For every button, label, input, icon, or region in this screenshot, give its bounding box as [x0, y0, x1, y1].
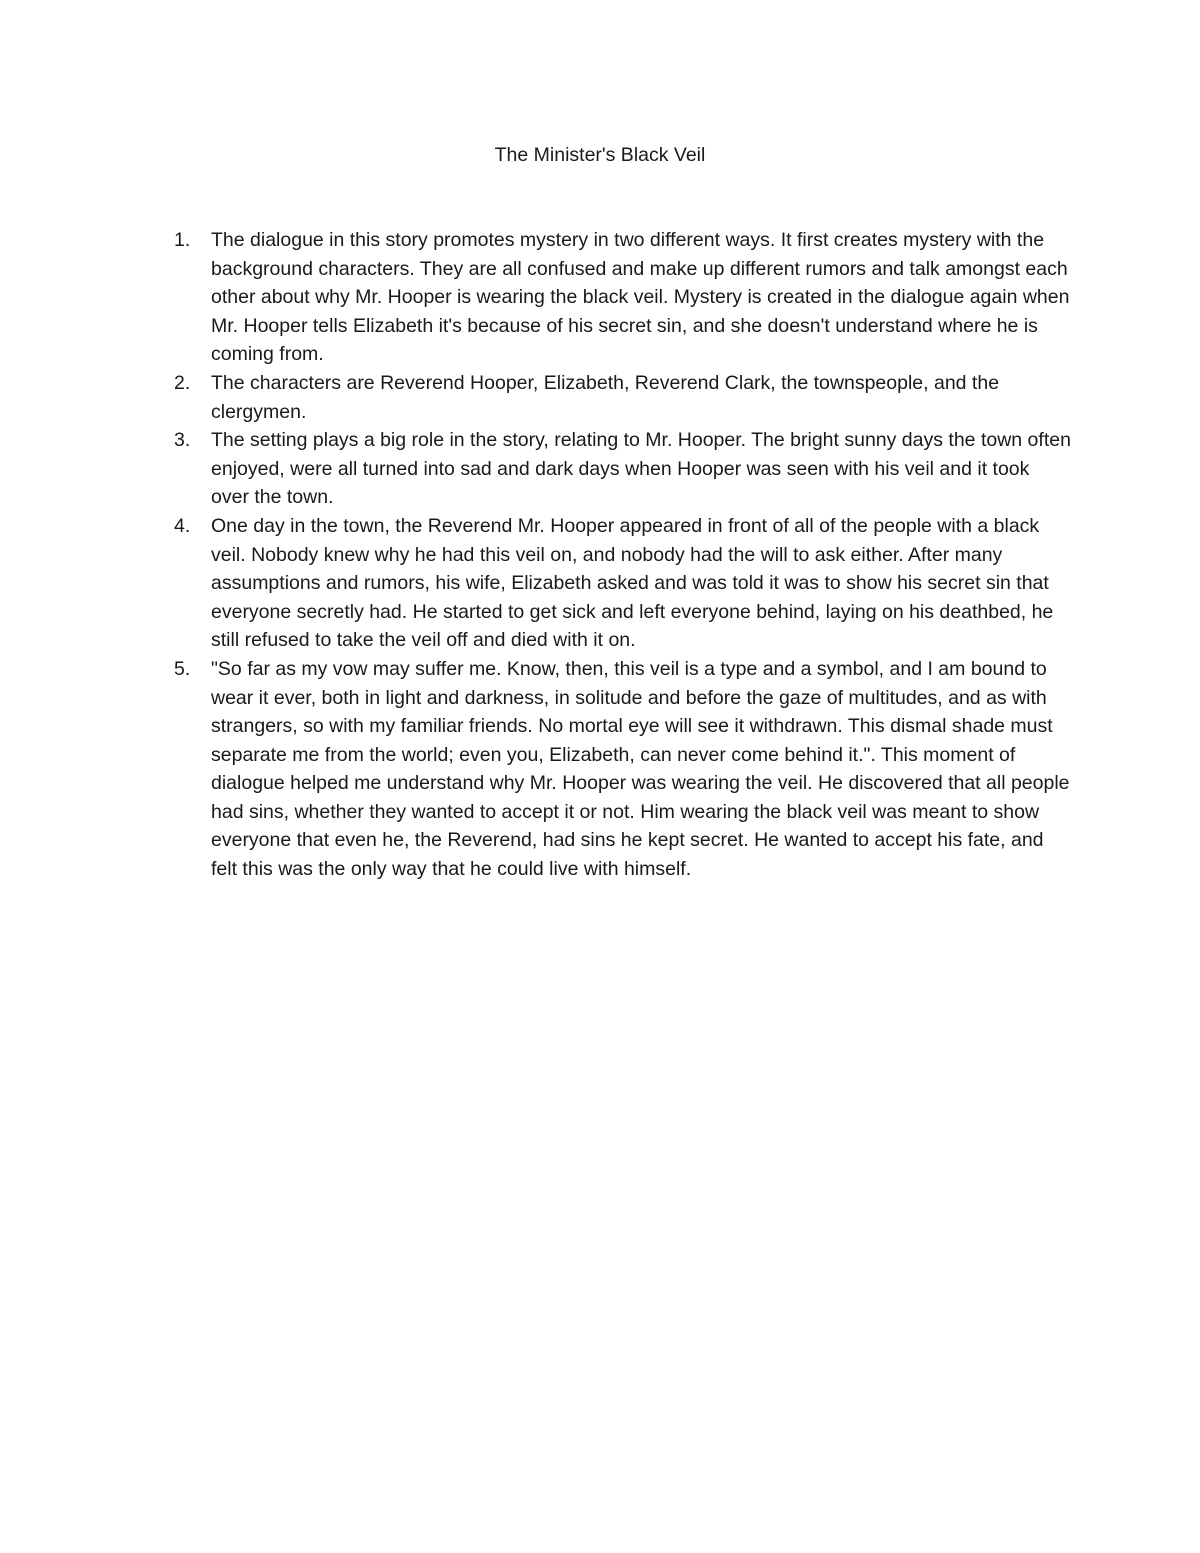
- list-item: [174, 226, 1071, 369]
- document-title: The Minister's Black Veil: [494, 144, 706, 166]
- list-item-text: One day in the town, the Reverend Mr. Hooper appeared in front of all of the people with a black veil. Nobody knew why he had this veil on, and nobody had the will to ask either. After many assumptions and rumors, his wife, Elizabeth asked and was told it was to show his secret sin that everyone secretly had. He started to get sick and left everyone behind, laying on his deathbed, he still refused to take the veil off and died with it on.: [211, 514, 1054, 652]
- list-item-text: The characters are Reverend Hooper, Elizabeth, Reverend Clark, the townspeople, and the clergymen.: [211, 371, 1000, 423]
- list-item: [174, 512, 1071, 655]
- list-item-number: 1.: [174, 229, 191, 251]
- list-item-number: 4.: [174, 514, 191, 537]
- list-item-text: "So far as my vow may suffer me. Know, then, this veil is a type and a symbol, and I am bound to wear it ever, both in light and darkness, in solitude and before the gaze of multitudes, and as with strangers, so with my familiar friends. No mortal eye will see it withdrawn. This dismal shade must separate me from the world; even you, Elizabeth, can never come behind it.". This moment of dialogue helped me understand why Mr. Hooper was wearing the veil. He discovered that all people had sins, whether they wanted to accept it or not. Him wearing the black veil was meant to show everyone that even he, the Reverend, had sins he kept secret. He wanted to accept his fate, and felt this was the only way that he could live with himself.: [211, 657, 1070, 881]
- answer-list: [174, 226, 1071, 884]
- list-item-number: 2.: [174, 371, 191, 394]
- list-item-number: 3.: [174, 429, 191, 452]
- list-item: [174, 426, 1071, 512]
- list-item-text: The setting plays a big role in the story, relating to Mr. Hooper. The bright sunny days the town often enjoyed, were all turned into sad and dark days when Hooper was seen with his veil and it took over the town.: [211, 429, 1071, 509]
- list-item: [174, 655, 1071, 884]
- list-item-text: The dialogue in this story promotes mystery in two different ways. It first creates mystery with the background characters. They are all confused and make up different rumors and talk amongst each other about why Mr. Hooper is wearing the black veil. Mystery is created in the dialogue again when Mr. Hooper tells Elizabeth it's because of his secret sin, and she doesn't understand where he is coming from.: [211, 229, 1070, 366]
- list-item: [174, 369, 1071, 426]
- list-item-number: 5.: [174, 657, 191, 680]
